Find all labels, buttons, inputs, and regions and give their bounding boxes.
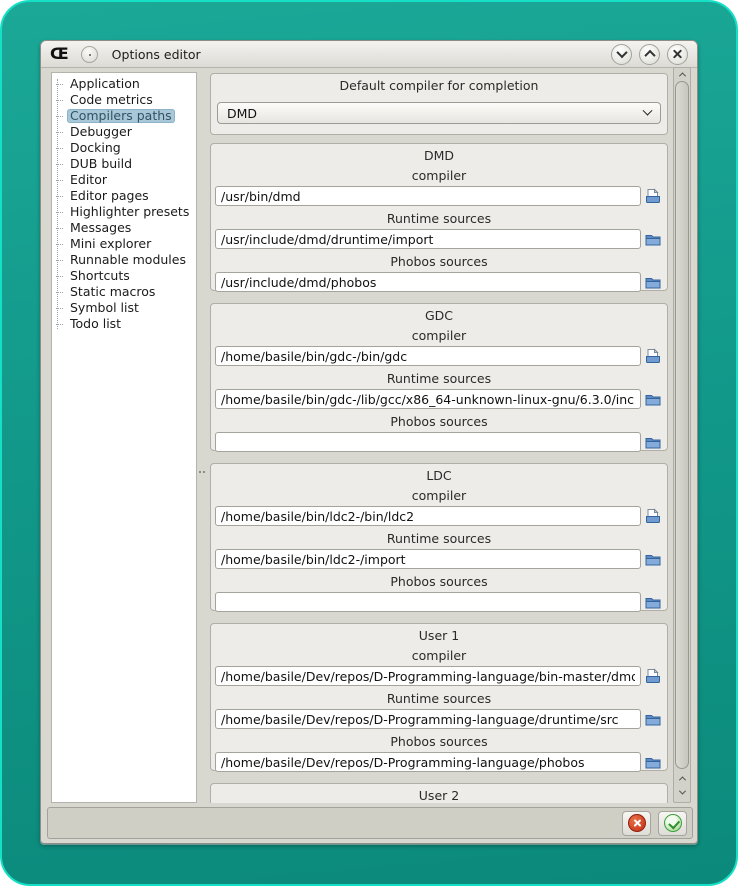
selected-compiler-value: DMD <box>227 105 258 121</box>
panel-scrollbar[interactable] <box>673 67 691 803</box>
sidebar-category-item[interactable] <box>52 92 196 108</box>
runtime-sources-row <box>215 709 665 729</box>
phobos-sources-label: Phobos sources <box>390 574 488 589</box>
sidebar-category-label: Code metrics <box>70 92 153 107</box>
sidebar-category-label: DUB build <box>70 156 133 171</box>
phobos-sources-input[interactable] <box>215 432 641 452</box>
browse-compiler-button[interactable] <box>641 506 665 526</box>
sidebar-category-label: Editor pages <box>70 188 149 203</box>
browse-phobos-sources-button[interactable] <box>641 272 665 292</box>
sidebar-category-item[interactable] <box>52 108 196 124</box>
compiler-path-input[interactable] <box>215 666 641 686</box>
sidebar-category-item[interactable] <box>52 156 196 172</box>
sidebar-category-label: Static macros <box>70 284 156 299</box>
runtime-sources-row <box>215 389 665 409</box>
sidebar-category-label: Editor <box>70 172 107 187</box>
open-file-icon <box>644 668 662 684</box>
open-folder-icon <box>644 391 662 407</box>
sidebar-category-item[interactable] <box>52 124 196 140</box>
runtime-sources-row <box>215 549 665 569</box>
browse-compiler-button[interactable] <box>641 186 665 206</box>
open-folder-icon <box>644 231 662 247</box>
window-title: Options editor <box>111 46 201 62</box>
sidebar-category-item[interactable] <box>52 316 196 332</box>
compiler-field-label: compiler <box>411 648 467 663</box>
sidebar-category-item[interactable] <box>52 300 196 316</box>
dialog-footer <box>47 807 693 839</box>
sidebar-category-label: Application <box>70 76 140 91</box>
open-file-icon <box>644 508 662 524</box>
compiler-group <box>210 303 668 451</box>
phobos-sources-label: Phobos sources <box>390 734 488 749</box>
open-file-icon <box>644 348 662 364</box>
compiler-path-input[interactable] <box>215 186 641 206</box>
compiler-group <box>210 463 668 611</box>
scrollbar-thumb[interactable] <box>675 81 689 769</box>
default-compiler-group <box>210 73 668 135</box>
compiler-group-title: GDC <box>424 308 454 323</box>
runtime-sources-input[interactable] <box>215 389 641 409</box>
chevron-down-icon <box>616 47 627 58</box>
compiler-group-title: User 1 <box>418 628 460 643</box>
runtime-sources-label: Runtime sources <box>386 531 492 546</box>
scroll-up-button[interactable] <box>674 68 690 81</box>
compiler-group <box>210 143 668 291</box>
phobos-sources-input[interactable] <box>215 752 641 772</box>
chevron-down-icon <box>678 788 685 795</box>
phobos-sources-row <box>215 592 665 612</box>
sidebar-category-item[interactable] <box>52 172 196 188</box>
compiler-field-row <box>215 186 665 206</box>
cancel-icon <box>628 814 646 832</box>
phobos-sources-row <box>215 272 665 292</box>
browse-runtime-sources-button[interactable] <box>641 229 665 249</box>
sidebar-category-item[interactable] <box>52 204 196 220</box>
open-folder-icon <box>644 274 662 290</box>
phobos-sources-row <box>215 432 665 452</box>
open-folder-icon <box>644 434 662 450</box>
accept-icon <box>664 814 682 832</box>
open-folder-icon <box>644 594 662 610</box>
sidebar-category-item[interactable] <box>52 252 196 268</box>
compiler-path-input[interactable] <box>215 506 641 526</box>
shade-button[interactable] <box>611 44 632 65</box>
runtime-sources-input[interactable] <box>215 709 641 729</box>
runtime-sources-label: Runtime sources <box>386 371 492 386</box>
close-button[interactable] <box>667 44 688 65</box>
compiler-group-title: DMD <box>423 148 455 163</box>
coedit-logo-icon: Œ <box>50 44 69 63</box>
sidebar-category-item[interactable] <box>52 284 196 300</box>
sidebar-category-label: Shortcuts <box>70 268 130 283</box>
options-editor-window <box>40 40 698 844</box>
compiler-path-input[interactable] <box>215 346 641 366</box>
compiler-field-row <box>215 346 665 366</box>
runtime-sources-input[interactable] <box>215 549 641 569</box>
browse-runtime-sources-button[interactable] <box>641 549 665 569</box>
browse-phobos-sources-button[interactable] <box>641 592 665 612</box>
open-folder-icon <box>644 711 662 727</box>
browse-phobos-sources-button[interactable] <box>641 752 665 772</box>
sidebar-category-label: Docking <box>70 140 121 155</box>
phobos-sources-label: Phobos sources <box>390 254 488 269</box>
open-file-icon <box>644 188 662 204</box>
browse-phobos-sources-button[interactable] <box>641 432 665 452</box>
compiler-field-label: compiler <box>411 328 467 343</box>
close-icon <box>672 49 683 60</box>
phobos-sources-label: Phobos sources <box>390 414 488 429</box>
window-menu-button[interactable] <box>81 46 98 63</box>
sidebar-category-label: Debugger <box>70 124 132 139</box>
titlebar <box>41 41 697 68</box>
sidebar-category-label: Messages <box>70 220 132 235</box>
compiler-group <box>210 623 668 771</box>
unshade-button[interactable] <box>639 44 660 65</box>
compilers-paths-panel <box>208 67 669 803</box>
open-folder-icon <box>644 754 662 770</box>
sidebar-splitter[interactable] <box>197 72 208 803</box>
runtime-sources-label: Runtime sources <box>386 211 492 226</box>
open-folder-icon <box>644 551 662 567</box>
cancel-button[interactable] <box>622 811 651 836</box>
compiler-field-label: compiler <box>411 488 467 503</box>
browse-compiler-button[interactable] <box>641 346 665 366</box>
sidebar-category-item[interactable] <box>52 140 196 156</box>
sidebar-category-label: Todo list <box>70 316 122 331</box>
default-compiler-select[interactable] <box>217 102 661 124</box>
chevron-up-icon <box>678 776 685 783</box>
sidebar-category-label: Mini explorer <box>70 236 152 251</box>
category-tree <box>52 76 196 332</box>
sidebar-category-item[interactable] <box>52 268 196 284</box>
phobos-sources-input[interactable] <box>215 272 641 292</box>
categories-sidebar <box>51 72 197 803</box>
window-controls <box>611 44 688 65</box>
runtime-sources-row <box>215 229 665 249</box>
browse-runtime-sources-button[interactable] <box>641 389 665 409</box>
sidebar-category-label: Runnable modules <box>70 252 186 267</box>
scroll-down-button[interactable] <box>674 786 690 799</box>
user2-compiler-group <box>210 783 668 803</box>
browse-runtime-sources-button[interactable] <box>641 709 665 729</box>
phobos-sources-input[interactable] <box>215 592 641 612</box>
chevron-up-icon <box>644 50 655 61</box>
accept-button[interactable] <box>658 811 687 836</box>
chevron-down-icon <box>643 105 653 115</box>
sidebar-category-item[interactable] <box>52 188 196 204</box>
compiler-field-row <box>215 666 665 686</box>
compiler-group-title: LDC <box>426 468 452 483</box>
runtime-sources-label: Runtime sources <box>386 691 492 706</box>
group-title: Default compiler for completion <box>339 78 539 93</box>
browse-compiler-button[interactable] <box>641 666 665 686</box>
sidebar-category-item[interactable] <box>52 220 196 236</box>
scroll-up-button-bottom[interactable] <box>674 772 690 785</box>
sidebar-category-label: Highlighter presets <box>70 204 190 219</box>
sidebar-category-item[interactable] <box>52 76 196 92</box>
compiler-field-label: compiler <box>411 168 467 183</box>
sidebar-category-label: Compilers paths <box>67 109 175 123</box>
runtime-sources-input[interactable] <box>215 229 641 249</box>
compiler-group-title: User 2 <box>418 788 460 803</box>
compiler-field-row <box>215 506 665 526</box>
sidebar-category-item[interactable] <box>52 236 196 252</box>
chevron-up-icon <box>678 72 685 79</box>
phobos-sources-row <box>215 752 665 772</box>
sidebar-category-label: Symbol list <box>70 300 139 315</box>
